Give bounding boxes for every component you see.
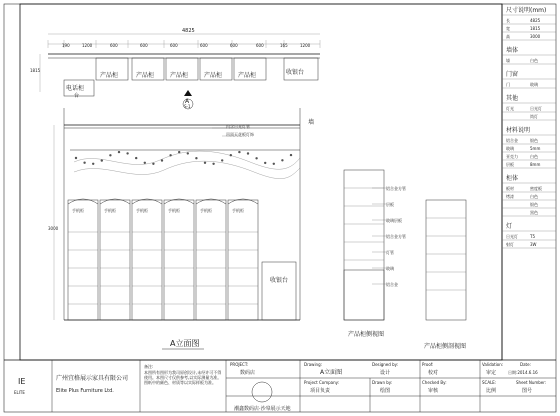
plan-dim-8: 600: [256, 43, 264, 48]
legend-section-title: 灯: [506, 223, 513, 230]
company-name-en: Elite Plus Furniture Ltd.: [56, 388, 114, 394]
legend-section-title: 尺寸说明(mm): [506, 7, 547, 14]
legend-section-title: 门窗: [506, 71, 519, 78]
legend-value: 5mm: [530, 146, 541, 151]
plan-cabinet-label-5: 产品柜: [238, 72, 257, 79]
legend-key: 射灯: [506, 242, 514, 247]
elevation-cabinet-label-6: 手机柜: [232, 208, 244, 213]
sheet-label: Sheet Number:: [516, 380, 547, 385]
plan-dim-6: 600: [200, 43, 208, 48]
legend-value: 白色: [530, 58, 538, 63]
plan-cabinet-label-1: 产品柜: [100, 72, 119, 79]
legend-key: 层板: [506, 162, 514, 167]
ceiling-light-icon: [195, 157, 197, 159]
phone-cabinet-label: 电话柜: [66, 85, 85, 92]
side-caption-2: 产品柜侧剖视图: [424, 343, 467, 350]
plan-dim-3: 600: [110, 43, 118, 48]
ceiling-light-icon: [144, 162, 146, 164]
legend-key: 日光灯: [506, 234, 518, 239]
ceiling-light-icon: [247, 152, 249, 154]
ceiling-light-icon: [135, 157, 137, 159]
ceiling-light-icon: [101, 159, 103, 161]
legend-key: 灯光: [506, 106, 514, 111]
company-logo: IE: [18, 377, 26, 386]
plan-dim-9: 165: [280, 43, 288, 48]
drawing-value: A立面图: [320, 369, 343, 376]
ceiling-light-icon: [169, 154, 171, 156]
legend-key: 高: [506, 34, 510, 39]
legend-value: 银色: [530, 138, 538, 143]
elevation-cabinet-label-1: 手机柜: [72, 208, 84, 213]
side-view-frame-1: [344, 170, 384, 320]
plan-dim-7: 600: [230, 43, 238, 48]
titleblock-stamp: 潮鑫数码店·沙皋展示天地: [234, 406, 291, 412]
side-note-1: 铝合金方管: [386, 186, 406, 191]
side-note-6: 玻璃: [386, 266, 394, 271]
ceiling-light-icon: [126, 152, 128, 154]
company-logo-sub: ELITE: [14, 390, 25, 395]
legend-key: 烤漆: [506, 194, 514, 199]
plan-total-dim: 4825: [182, 28, 195, 34]
legend-value: 3000: [530, 34, 541, 39]
designed-label: Designed by:: [372, 362, 399, 367]
section-mark: A: [185, 98, 190, 105]
ceiling-light-icon: [109, 154, 111, 156]
ceiling-light-icon: [255, 157, 257, 159]
company-name-cn: 广州宜格展示家具有限公司: [56, 375, 129, 382]
elevation-cabinet: [68, 200, 98, 320]
plan-cabinet-label-3: 产品柜: [170, 72, 189, 79]
phone-cabinet-sub: 台: [74, 93, 80, 99]
legend-key: 门: [506, 82, 510, 87]
scale-value: 比例: [486, 388, 497, 394]
ceiling-light-icon: [204, 162, 206, 164]
elevation-cabinet-label-5: 手机柜: [200, 208, 212, 213]
side-note-7: 铝合金: [386, 282, 398, 287]
drawing-label: Drawing:: [304, 362, 322, 367]
ceiling-light-icon: [118, 151, 120, 153]
ceiling-light-icon: [187, 152, 189, 154]
drawn-label: Drawn by:: [372, 380, 393, 385]
validation-value: 审定: [486, 370, 497, 376]
elevation-cabinet: [164, 200, 194, 320]
elevation-cabinet-label-3: 手机柜: [136, 208, 148, 213]
proof-label: Proof:: [422, 362, 434, 367]
elevation-cabinet-label-4: 手机柜: [168, 208, 180, 213]
ceiling-light-icon: [290, 154, 292, 156]
plan-view: [30, 28, 320, 109]
side-note-4: 铝合金方管: [386, 234, 406, 239]
title-block: [4, 360, 556, 412]
company-value: 项目负责: [310, 388, 331, 394]
date-label: Date:: [520, 362, 531, 367]
ceiling-light-icon: [221, 159, 223, 161]
plan-dim-5: 600: [170, 43, 178, 48]
legend-value: 黑色: [530, 210, 538, 215]
ceiling-light-icon: [178, 151, 180, 153]
elevation-cabinet-label-2: 手机柜: [104, 208, 116, 213]
plan-dim-2: 1200: [82, 43, 93, 48]
drawn-value: 绘图: [380, 388, 391, 394]
proof-value: 校对: [428, 370, 439, 376]
side-views: [344, 170, 466, 350]
legend-panel: [502, 4, 556, 360]
legend-value: T5: [530, 234, 535, 239]
legend-value: 白色: [530, 194, 538, 199]
ceiling-light-icon: [92, 163, 94, 165]
plan-dim-1: 190: [62, 43, 70, 48]
ceiling-light-icon: [83, 162, 85, 164]
plan-counter-label: 收银台: [286, 69, 305, 76]
legend-key: 亚克力: [506, 154, 518, 159]
title-notes: 本图所有图形为我司原创设计,未经许可不得使用。本图尺寸仅供参考,以实际测量为准。图纸中的颜色、材质等以实际样板为准。: [144, 370, 222, 385]
checked-label: Checked By:: [422, 380, 447, 385]
legend-section-title: 材料说明: [506, 127, 531, 134]
legend-key: 板材: [506, 186, 514, 191]
legend-value: 8mm: [530, 162, 541, 167]
elevation-callout-2: 吊顶天花板灯饰: [226, 132, 254, 137]
legend-key: 玻璃: [506, 146, 514, 151]
legend-key: 墙: [506, 58, 510, 63]
project-value: 数码店: [240, 370, 256, 376]
elevation-cabinet: [196, 200, 226, 320]
legend-key: 长: [506, 18, 510, 23]
date-value: 日期:2014.6.16: [508, 370, 538, 375]
ceiling-light-icon: [212, 163, 214, 165]
elevation-cabinet: [132, 200, 162, 320]
ceiling-light-icon: [75, 157, 77, 159]
legend-value: 白色: [530, 154, 538, 159]
legend-value: 日光灯: [530, 106, 542, 111]
legend-value: 4825: [530, 18, 541, 23]
ceiling-light-icon: [230, 154, 232, 156]
plan-cabinet-label-4: 产品柜: [204, 72, 223, 79]
legend-section-title: 墙体: [506, 47, 519, 54]
legend-value: 密度板: [530, 186, 542, 191]
legend-value: 银色: [530, 202, 538, 207]
legend-key: 铝合金: [506, 138, 518, 143]
ceiling-light-icon: [161, 159, 163, 161]
ceiling-light-icon: [264, 162, 266, 164]
note-label: 备注:: [144, 364, 154, 369]
elevation-view: [48, 108, 314, 349]
section-arrow-icon: [184, 90, 192, 96]
elevation-counter-label: 收银台: [270, 277, 289, 284]
ceiling-light-icon: [273, 163, 275, 165]
checked-value: 审核: [428, 388, 439, 394]
elevation-cabinet: [228, 200, 258, 320]
legend-key: 宽: [506, 26, 510, 31]
elevation-right-label: 墙: [308, 119, 315, 126]
legend-section-title: 柜体: [506, 175, 519, 182]
side-note-2: 层板: [386, 202, 394, 207]
drawing-frame: [20, 4, 502, 360]
plan-dim-4: 600: [140, 43, 148, 48]
elevation-title: A立面图: [170, 339, 200, 348]
legend-value: 筒灯: [530, 114, 538, 119]
side-note-5: 灯管: [386, 250, 394, 255]
elevation-cabinet: [100, 200, 130, 320]
legend-value: 玻璃: [530, 82, 538, 87]
sheet-value: 图号: [522, 388, 533, 394]
plan-left-dim: 1815: [30, 68, 41, 73]
plan-cabinet-label-2: 产品柜: [136, 72, 155, 79]
ceiling-light-icon: [238, 151, 240, 153]
elevation-height: 3000: [48, 226, 59, 231]
elevation-counter: [262, 262, 296, 320]
legend-value: 1815: [530, 26, 541, 31]
company-label: Project Company:: [304, 380, 340, 385]
legend-section-title: 其他: [506, 95, 519, 102]
elevation-callout-1: 内含日光灯管: [226, 124, 250, 129]
validation-label: Validation:: [482, 362, 504, 367]
designed-value: 设计: [380, 370, 391, 376]
legend-value: 3W: [530, 242, 537, 247]
side-caption-1: 产品柜侧视图: [348, 331, 385, 338]
ceiling-light-icon: [281, 159, 283, 161]
side-note-3: 玻璃层板: [386, 218, 402, 223]
ceiling-light-icon: [152, 163, 154, 165]
project-label: PROJECT:: [230, 362, 249, 367]
plan-dim-10: 1200: [300, 43, 311, 48]
scale-label: SCALE:: [482, 380, 497, 385]
sheet-border: [4, 4, 556, 412]
section-sub: S-1: [184, 104, 191, 109]
